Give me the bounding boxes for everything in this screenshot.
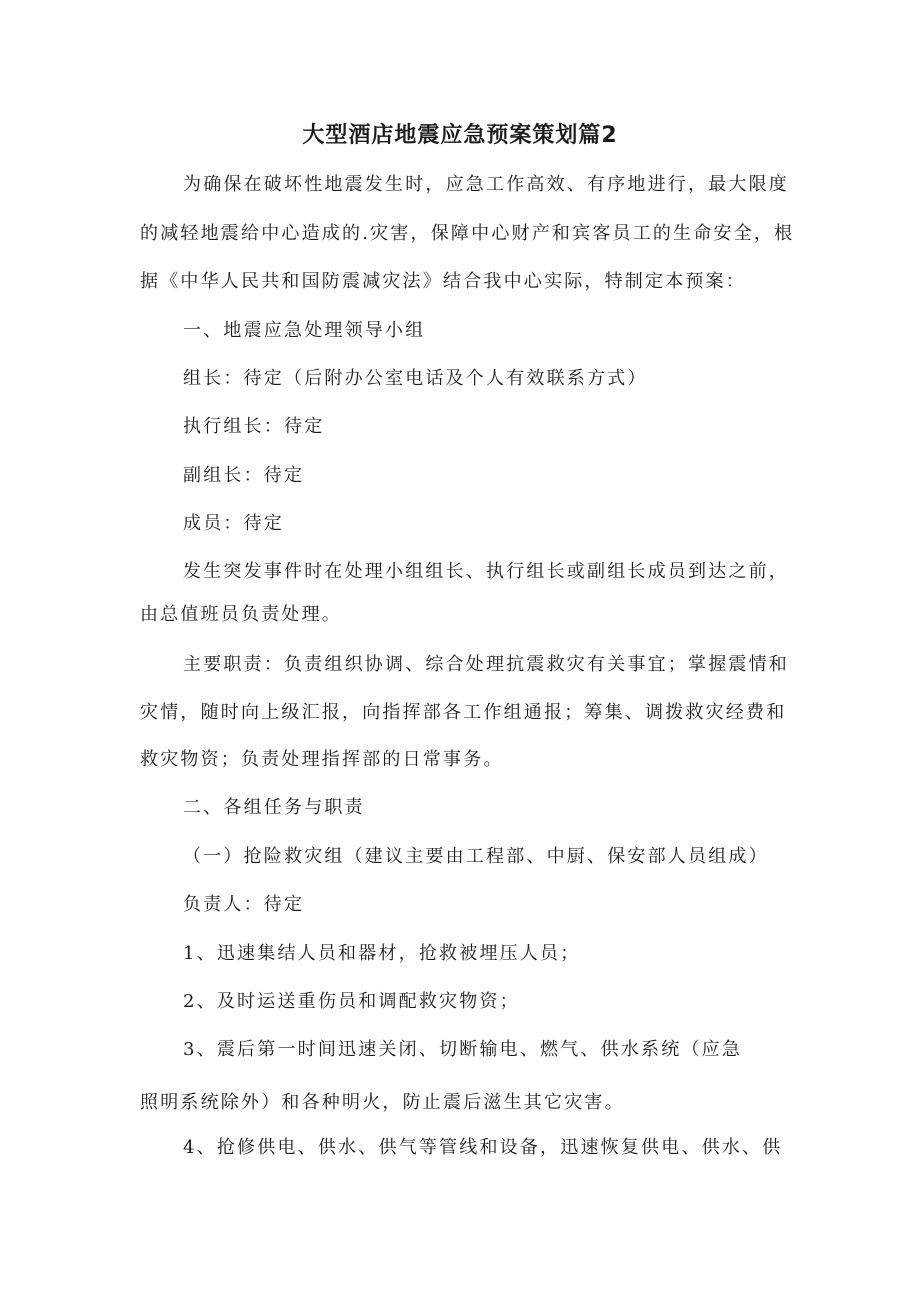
subsection-heading: （一）抢险救灾组（建议主要由工程部、中厨、保安部人员组成） bbox=[183, 846, 769, 867]
paragraph-line: 副组长：待定 bbox=[183, 465, 305, 486]
section-heading: 一、地震应急处理领导小组 bbox=[183, 320, 426, 341]
paragraph-line: 组长：待定（后附办公室电话及个人有效联系方式） bbox=[183, 368, 648, 389]
paragraph-line: 照明系统除外）和各种明火，防止震后滋生其它灾害。 bbox=[140, 1092, 625, 1113]
paragraph-line: 由总值班员负责处理。 bbox=[140, 604, 342, 625]
section-heading: 二、各组任务与职责 bbox=[183, 797, 365, 818]
paragraph-line: 据《中华人民共和国防震减灾法》结合我中心实际，特制定本预案： bbox=[140, 271, 746, 292]
paragraph-line: 成员：待定 bbox=[183, 513, 284, 534]
paragraph-line: 执行组长：待定 bbox=[183, 416, 325, 437]
paragraph-line: 负责人：待定 bbox=[183, 894, 305, 915]
paragraph-line: 主要职责：负责组织协调、综合处理抗震救灾有关事宜；掌握震情和 bbox=[183, 654, 789, 675]
list-item: 2、及时运送重伤员和调配救灾物资； bbox=[183, 991, 520, 1012]
list-item: 1、迅速集结人员和器材，抢救被埋压人员； bbox=[183, 943, 581, 964]
paragraph-line: 为确保在破坏性地震发生时，应急工作高效、有序地进行，最大限度 bbox=[183, 174, 789, 195]
paragraph-line: 发生突发事件时在处理小组组长、执行组长或副组长成员到达之前， bbox=[183, 561, 789, 582]
document-title: 大型酒店地震应急预案策划篇2 bbox=[302, 123, 618, 148]
list-item: 4、抢修供电、供水、供气等管线和设备，迅速恢复供电、供水、供 bbox=[183, 1137, 783, 1158]
list-item: 3、震后第一时间迅速关闭、切断输电、燃气、供水系统（应急 bbox=[183, 1039, 743, 1060]
paragraph-line: 救灾物资；负责处理指挥部的日常事务。 bbox=[140, 749, 504, 770]
paragraph-line: 的减轻地震给中心造成的.灾害，保障中心财产和宾客员工的生命安全，根 bbox=[140, 223, 795, 244]
paragraph-line: 灾情，随时向上级汇报，向指挥部各工作组通报；筹集、调拨救灾经费和 bbox=[140, 702, 787, 723]
